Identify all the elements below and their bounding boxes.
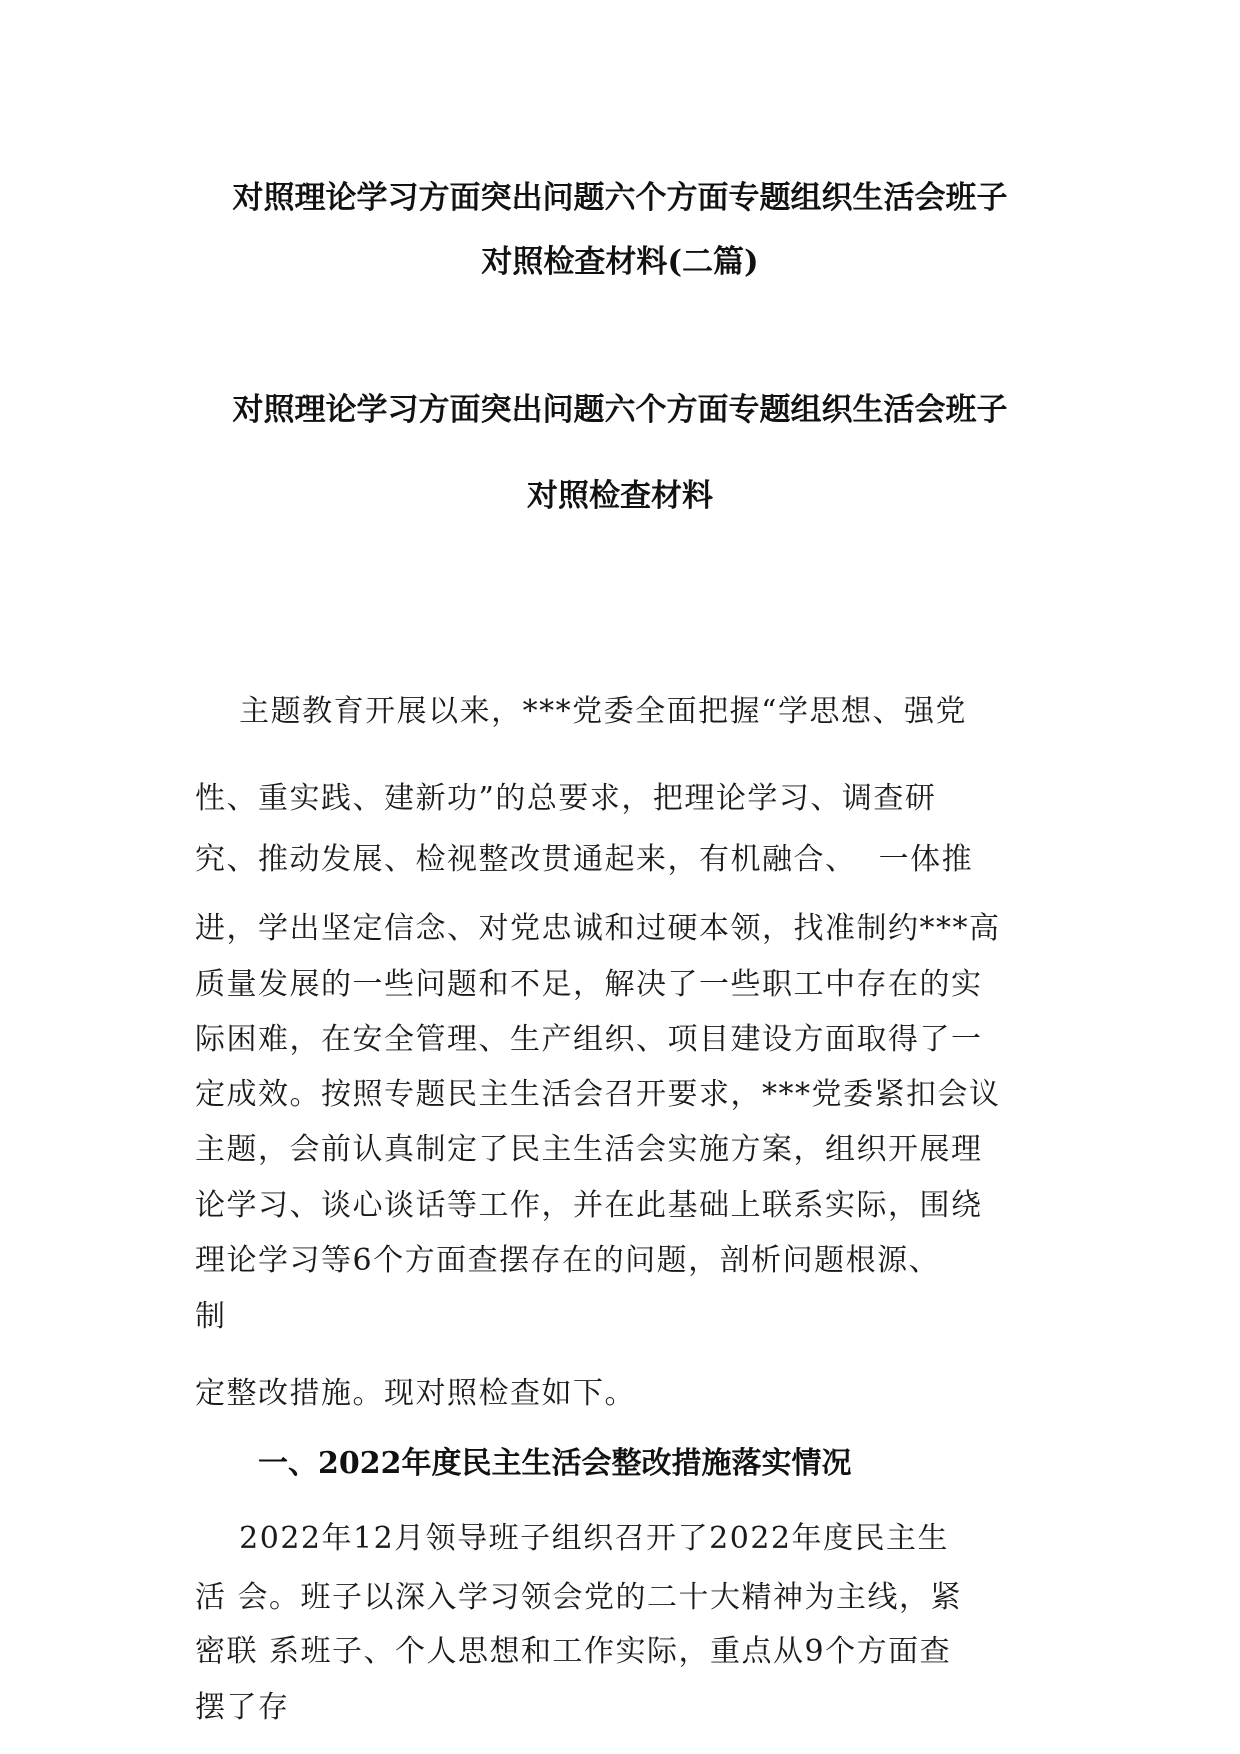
- body-line: 制: [195, 1299, 227, 1334]
- body-line: 摆了存: [195, 1690, 290, 1725]
- section-title-line-1: 对照理论学习方面突出问题六个方面专题组织生活会班子: [232, 392, 1008, 428]
- body-line: 理论学习等6个方面查摆存在的问题，剖析问题根源、: [195, 1243, 941, 1278]
- document-title-line-2: 对照检查材料(二篇): [481, 244, 759, 280]
- body-line: 际困难，在安全管理、生产组织、项目建设方面取得了一: [195, 1022, 983, 1057]
- body-line: 主题，会前认真制定了民主生活会实施方案，组织开展理: [195, 1132, 983, 1167]
- body-line: 性、重实践、建新功”的总要求，把理论学习、调查研: [195, 781, 937, 816]
- body-line: 2022年12月领导班子组织召开了2022年度民主生: [195, 1521, 950, 1556]
- body-line: 究、推动发展、检视整改贯通起来，有机融合、 一体推: [195, 842, 974, 877]
- body-line: 活 会。班子以深入学习领会党的二十大精神为主线，紧: [195, 1580, 963, 1615]
- section-heading: 一、2022年度民主生活会整改措施落实情况: [258, 1446, 852, 1481]
- document-title-line-1: 对照理论学习方面突出问题六个方面专题组织生活会班子: [232, 180, 1008, 216]
- body-line: 进，学出坚定信念、对党忠诚和过硬本领，找准制约***高: [195, 911, 1001, 946]
- body-line: 质量发展的一些问题和不足，解决了一些职工中存在的实: [195, 967, 983, 1002]
- section-title-line-2: 对照检查材料: [527, 478, 713, 514]
- body-line: 主题教育开展以来，***党委全面把握“学思想、强党: [195, 694, 967, 729]
- body-line: 密联 系班子、个人思想和工作实际，重点从9个方面查: [195, 1634, 952, 1669]
- body-line: 论学习、谈心谈话等工作，并在此基础上联系实际，围绕: [195, 1188, 983, 1223]
- body-line: 定整改措施。现对照检查如下。: [195, 1376, 636, 1411]
- body-line: 定成效。按照专题民主生活会召开要求，***党委紧扣会议: [195, 1077, 1001, 1112]
